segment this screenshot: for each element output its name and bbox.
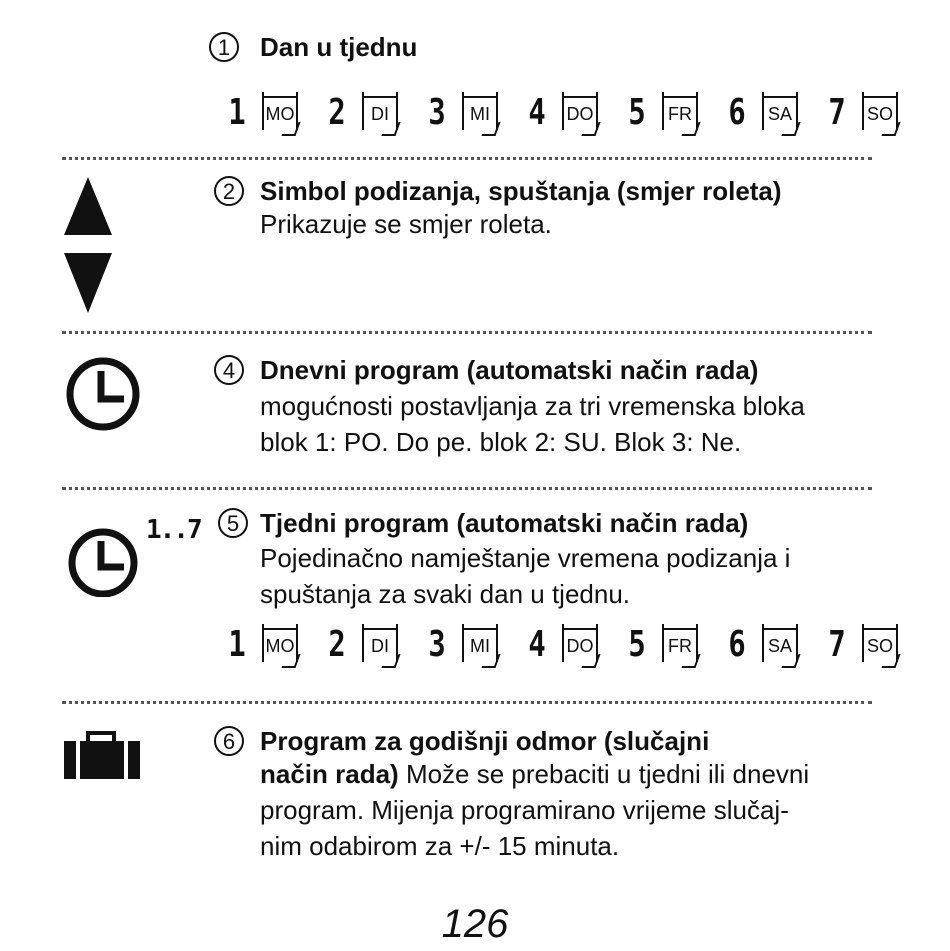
day-row-top (224, 92, 898, 133)
section-desc-daily-2: blok 1: PO. Do pe. blok 2: SU. Blok 3: Ne. (260, 427, 742, 457)
day-digit: 7 (828, 624, 846, 665)
day-digit: 3 (428, 92, 446, 133)
day-calendar-icon: DO (562, 628, 598, 662)
section-desc-weekly-1: Pojedinačno namještanje vremena podizanja i (260, 543, 791, 573)
section-number-4: 4 (214, 355, 244, 385)
day-calendar-icon: DI (362, 96, 398, 130)
day-calendar-icon: SA (762, 96, 798, 130)
section-title-direction: Simbol podizanja, spuštanja (smjer roleta) (260, 176, 782, 206)
clock-icon (64, 517, 144, 597)
clock-icon (64, 355, 144, 435)
section-title-weekly: Tjedni program (automatski način rada) (260, 508, 749, 538)
divider (62, 157, 872, 160)
section-desc-holiday-1-rest: Može se prebaciti u tjedni ili dnevni (398, 759, 810, 789)
day-digit: 1 (228, 92, 246, 133)
week-range-label: 1..7 (146, 515, 201, 545)
section-title-holiday: Program za godišnji odmor (slučajni (260, 726, 710, 756)
section-number-5: 5 (218, 508, 248, 538)
day-digit: 5 (628, 92, 646, 133)
day-row-weekly (224, 624, 898, 665)
section-number-6: 6 (214, 726, 244, 756)
day-calendar-icon: DO (562, 96, 598, 130)
section-title-day-of-week: Dan u tjednu (260, 32, 418, 62)
divider (62, 487, 872, 490)
day-calendar-icon: MO (262, 96, 298, 130)
section-desc-holiday-2: program. Mijenja programirano vrijeme slučaj- (260, 795, 789, 825)
section-desc-weekly-2: spuštanja za svaki dan u tjednu. (260, 579, 631, 609)
day-digit: 2 (328, 624, 346, 665)
section-desc-holiday-1 (260, 756, 809, 792)
day-calendar-icon: MI (462, 628, 498, 662)
section-desc-daily-1: mogućnosti postavljanja za tri vremenska bloka (260, 391, 805, 421)
day-calendar-icon: FR (662, 96, 698, 130)
day-digit: 3 (428, 624, 446, 665)
day-digit: 4 (528, 92, 546, 133)
suitcase-icon (62, 731, 142, 781)
day-digit: 7 (828, 92, 846, 133)
day-calendar-icon: SO (862, 628, 898, 662)
day-digit: 5 (628, 624, 646, 665)
divider (62, 701, 872, 704)
day-calendar-icon: FR (662, 628, 698, 662)
section-number-2: 2 (214, 176, 244, 206)
section-desc-direction: Prikazuje se smjer roleta. (260, 209, 552, 239)
day-digit: 4 (528, 624, 546, 665)
page-number: 126 (441, 902, 509, 946)
divider (62, 331, 872, 334)
day-calendar-icon: MO (262, 628, 298, 662)
day-calendar-icon: SO (862, 96, 898, 130)
section-desc-holiday-3: nim odabirom za +/- 15 minuta. (260, 831, 620, 861)
day-calendar-icon: SA (762, 628, 798, 662)
day-calendar-icon: MI (462, 96, 498, 130)
section-title-daily: Dnevni program (automatski način rada) (260, 355, 759, 385)
day-digit: 6 (728, 624, 746, 665)
day-calendar-icon: DI (362, 628, 398, 662)
day-digit: 2 (328, 92, 346, 133)
section-number-1: 1 (209, 32, 239, 62)
day-digit: 1 (228, 624, 246, 665)
section-title-holiday-cont: način rada) (260, 759, 399, 789)
up-down-arrows-icon (62, 175, 114, 315)
day-digit: 6 (728, 92, 746, 133)
